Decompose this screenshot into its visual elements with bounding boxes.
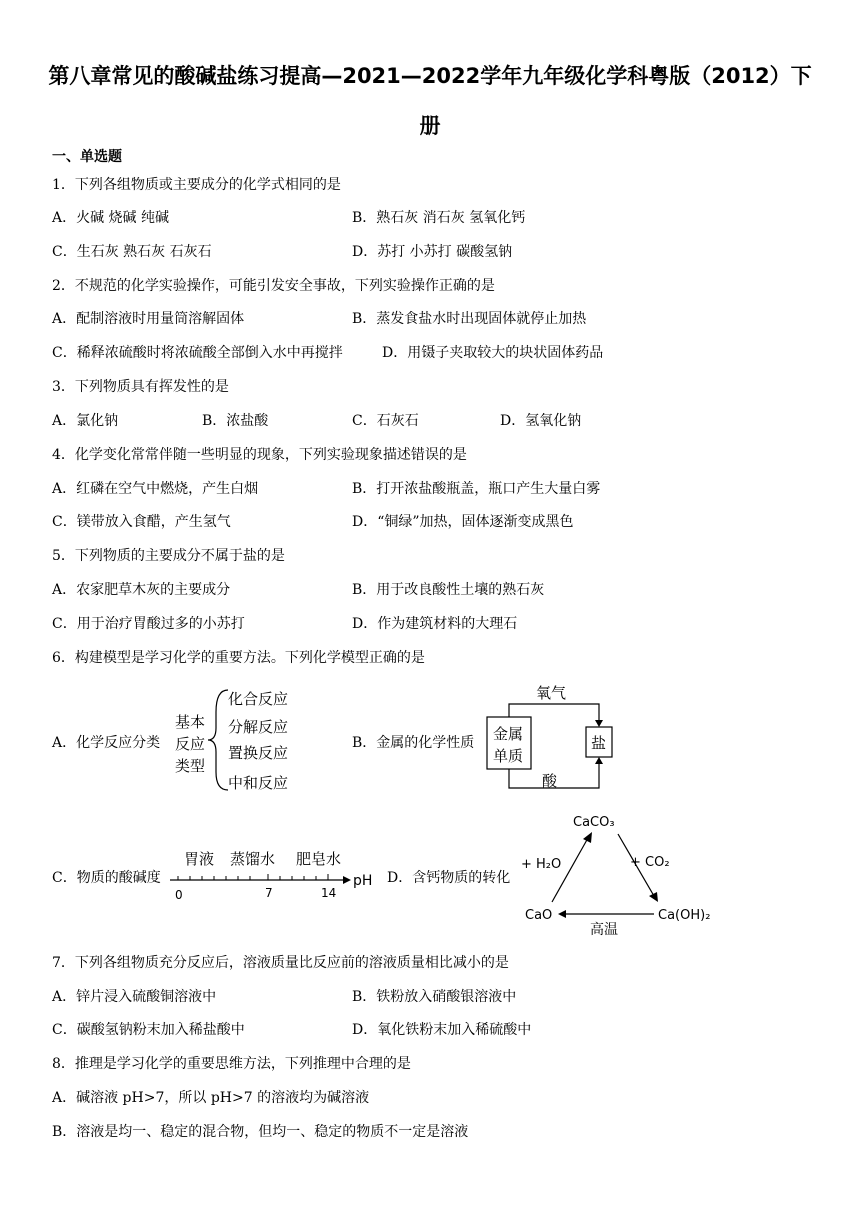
reaction-type-item: 中和反应: [228, 774, 289, 792]
reaction-category-label: 类型: [175, 757, 206, 775]
reaction-type-item: 分解反应: [228, 718, 289, 736]
q3-option-b: B．浓盐酸: [202, 413, 269, 429]
q2-option-d: D．用镊子夹取较大的块状固体药品: [382, 345, 604, 361]
question-4-stem: 4．化学变化常常伴随一些明显的现象，下列实验现象描述错误的是: [52, 447, 467, 463]
ph-substance-label: 蒸馏水: [230, 850, 276, 868]
caoh2-label: Ca(OH)₂: [658, 908, 711, 923]
q3-option-c: C．石灰石: [352, 413, 419, 429]
q6-option-b: B．金属的化学性质: [352, 735, 475, 751]
q7-option-d: D．氧化铁粉末加入稀硫酸中: [352, 1022, 532, 1038]
q7-option-a: A．锌片浸入硫酸铜溶液中: [52, 989, 217, 1005]
question-2-stem: 2．不规范的化学实验操作，可能引发安全事故，下列实验操作正确的是: [52, 278, 495, 294]
q7-option-c: C．碳酸氢钠粉末加入稀盐酸中: [52, 1022, 245, 1038]
ph-substance-label: 肥皂水: [296, 850, 342, 868]
q7-option-b: B．铁粉放入硝酸银溶液中: [352, 989, 517, 1005]
q3-option-d: D．氢氧化钠: [500, 413, 582, 429]
q1-option-c: C．生石灰 熟石灰 石灰石: [52, 244, 212, 260]
q6-option-c: C．物质的酸碱度: [52, 870, 161, 886]
cao-label: CaO: [525, 908, 553, 923]
q1-option-a: A．火碱 烧碱 纯碱: [52, 210, 170, 226]
question-7-stem: 7．下列各组物质充分反应后，溶液质量比反应前的溶液质量相比减小的是: [52, 955, 509, 971]
q5-option-a: A．农家肥草木灰的主要成分: [52, 582, 231, 598]
ph-scale-diagram: [168, 846, 378, 908]
ph-axis-label: pH: [353, 873, 373, 889]
right-reaction-label: + CO₂: [630, 855, 670, 870]
ph-substance-label: 胃液: [184, 850, 215, 868]
page-title: 第八章常见的酸碱盐练习提高—2021—2022学年九年级化学科粤版（2012）下: [48, 64, 812, 88]
q2-option-a: A．配制溶液时用量筒溶解固体: [52, 311, 245, 327]
metal-box-label: 单质: [493, 747, 524, 765]
q2-option-c: C．稀释浓硫酸时将浓硫酸全部倒入水中再搅拌: [52, 345, 343, 361]
reaction-type-diagram: [170, 682, 310, 798]
metal-box-label: 金属: [493, 725, 524, 743]
q3-option-a: A．氯化钠: [52, 413, 119, 429]
q8-option-b: B．溶液是均一、稳定的混合物，但均一、稳定的物质不一定是溶液: [52, 1124, 469, 1140]
reaction-type-item: 化合反应: [228, 690, 289, 708]
q4-option-a: A．红磷在空气中燃烧，产生白烟: [52, 481, 259, 497]
q5-option-b: B．用于改良酸性土壤的熟石灰: [352, 582, 545, 598]
q6-option-a: A．化学反应分类: [52, 735, 161, 751]
q4-option-d: D．“铜绿”加热，固体逐渐变成黑色: [352, 514, 574, 530]
q5-option-d: D．作为建筑材料的大理石: [352, 616, 518, 632]
question-8-stem: 8．推理是学习化学的重要思维方法，下列推理中合理的是: [52, 1056, 411, 1072]
top-reagent-label: 氧气: [536, 684, 567, 702]
question-5-stem: 5．下列物质的主要成分不属于盐的是: [52, 548, 285, 564]
ph-tick-label: 0: [175, 888, 183, 902]
calcium-cycle-diagram: [518, 808, 730, 942]
section-heading: 一、单选题: [52, 149, 122, 165]
ph-tick-label: 14: [321, 886, 337, 900]
question-3-stem: 3．下列物质具有挥发性的是: [52, 379, 229, 395]
left-reaction-label: + H₂O: [521, 857, 562, 872]
q6-option-d: D．含钙物质的转化: [387, 870, 511, 886]
q1-option-d: D．苏打 小苏打 碳酸氢钠: [352, 244, 513, 260]
reaction-category-label: 反应: [175, 735, 206, 753]
high-temp-label: 高温: [590, 922, 618, 938]
q4-option-b: B．打开浓盐酸瓶盖，瓶口产生大量白雾: [352, 481, 601, 497]
arrow-icon: [583, 832, 592, 843]
caco3-label: CaCO₃: [573, 815, 615, 830]
arrow-down-icon: [595, 720, 603, 727]
brace-icon: [208, 690, 228, 790]
question-1-stem: 1．下列各组物质或主要成分的化学式相同的是: [52, 177, 341, 193]
page-title-continued: 册: [419, 114, 441, 138]
q8-option-a: A．碱溶液 pH>7，所以 pH>7 的溶液均为碱溶液: [52, 1090, 370, 1106]
arrow-up-icon: [595, 757, 603, 764]
reaction-category-label: 基本: [175, 713, 206, 731]
q2-option-b: B．蒸发食盐水时出现固体就停止加热: [352, 311, 587, 327]
axis-arrow-icon: [343, 876, 351, 884]
q1-option-b: B．熟石灰 消石灰 氢氧化钙: [352, 210, 526, 226]
bottom-reagent-label: 酸: [542, 772, 558, 790]
ph-tick-label: 7: [265, 886, 273, 900]
reaction-type-item: 置换反应: [228, 744, 289, 762]
q4-option-c: C．镁带放入食醋，产生氢气: [52, 514, 231, 530]
q5-option-c: C．用于治疗胃酸过多的小苏打: [52, 616, 245, 632]
arrow-left-icon: [558, 910, 566, 918]
metal-property-diagram: [484, 682, 614, 792]
question-6-stem: 6．构建模型是学习化学的重要方法。下列化学模型正确的是: [52, 650, 425, 666]
arrow-icon: [649, 892, 658, 902]
salt-box-label: 盐: [591, 734, 607, 752]
